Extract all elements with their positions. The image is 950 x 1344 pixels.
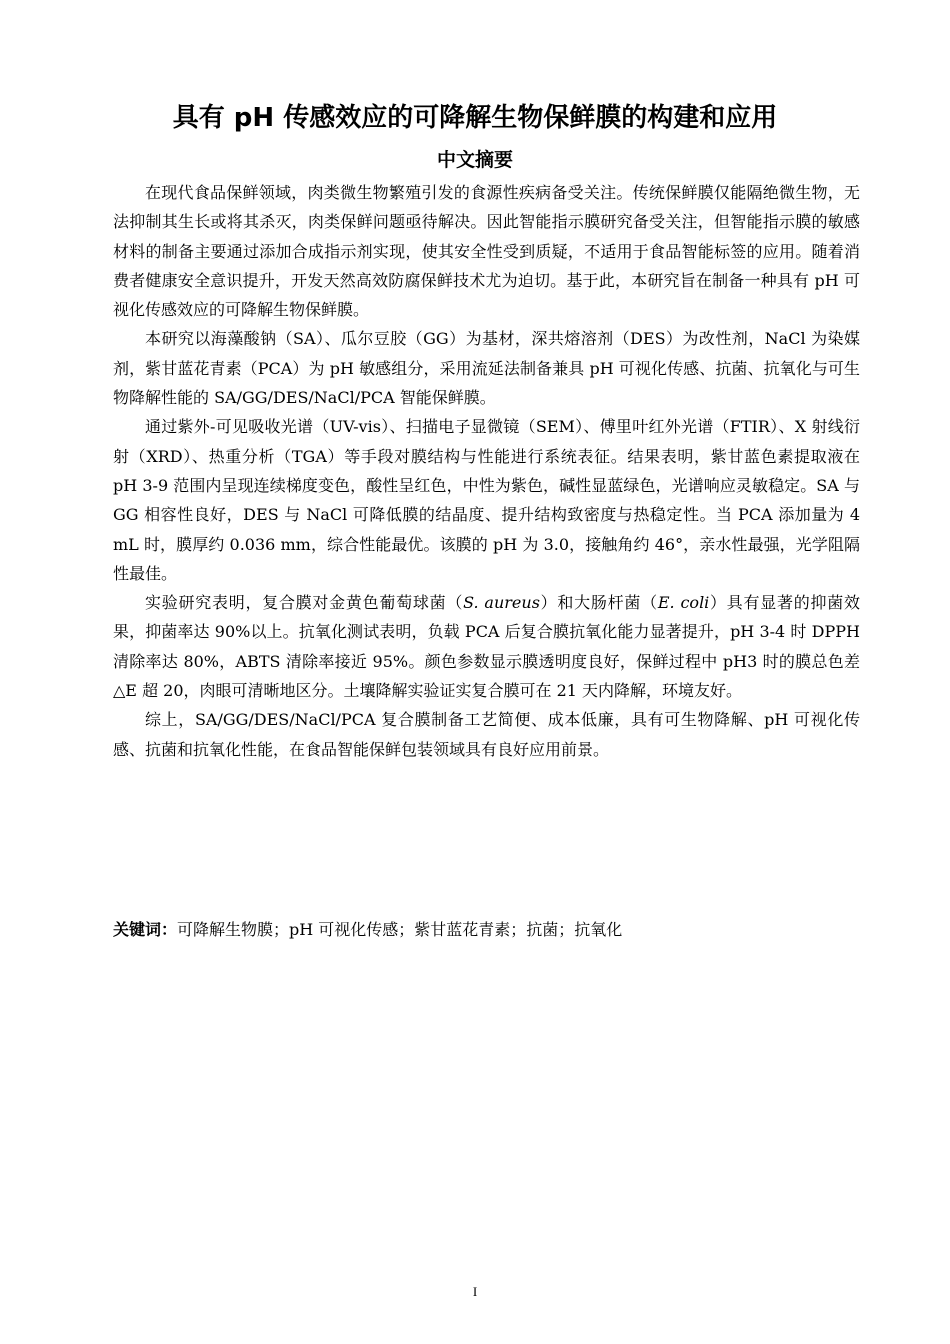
p4-text-2: ）和大肠杆菌（	[539, 593, 658, 613]
abstract-paragraph-1: 在现代食品保鲜领域，肉类微生物繁殖引发的食源性疾病备受关注。传统保鲜膜仅能隔绝微生物，无法抑制其生长或将其杀灭，肉类保鲜问题亟待解决。因此智能指示膜研究备受关注，但智能指示膜的敏感材料的制备主要通过添加合成指示剂实现，使其安全性受到质疑，不适用于食品智能标签的应用。随着消费者健康安全意识提升，开发天然高效防腐保鲜技术尤为迫切。基于此，本研究旨在制备一种具有 pH 可视化传感效应的可降解生物保鲜膜。	[113, 183, 860, 320]
page-number: I	[472, 1284, 478, 1299]
p4-species-e-coli: E. coli	[657, 593, 710, 613]
p4-species-s-aureus: S. aureus	[463, 593, 540, 613]
abstract-body	[113, 178, 860, 764]
abstract-heading: 中文摘要	[436, 149, 513, 171]
paper-title: 具有 pH 传感效应的可降解生物保鲜膜的构建和应用	[172, 103, 778, 133]
abstract-paragraph-2: 本研究以海藻酸钠（SA）、瓜尔豆胶（GG）为基材，深共熔溶剂（DES）为改性剂，NaCl 为染媒剂，紫甘蓝花青素（PCA）为 pH 敏感组分，采用流延法制备兼具 pH 可视化传感、抗菌、抗氧化与可生物降解性能的 SA/GG/DES/NaCl/PCA 智能保鲜膜。	[113, 329, 860, 408]
abstract-paragraph-5: 综上，SA/GG/DES/NaCl/PCA 复合膜制备工艺简便、成本低廉，具有可生物降解、pH 可视化传感、抗菌和抗氧化性能，在食品智能保鲜包装领域具有良好应用前景。	[113, 710, 860, 759]
abstract-paragraph-4	[113, 588, 860, 705]
abstract-paragraph-3: 通过紫外-可见吸收光谱（UV-vis）、扫描电子显微镜（SEM）、傅里叶红外光谱（FTIR）、X 射线衍射（XRD）、热重分析（TGA）等手段对膜结构与性能进行系统表征。结果表明，紫甘蓝色素提取液在 pH 3-9 范围内呈现连续梯度变色，酸性呈红色，中性为紫色，碱性显蓝绿色，光谱响应灵敏稳定。SA 与 GG 相容性良好，DES 与 NaCl 可降低膜的结晶度、提升结构致密度与热稳定性。当 PCA 添加量为 4 mL 时，膜厚约 0.036 mm，综合性能最优。该膜的 pH 为 3.0，接触角约 46°，亲水性最强，光学阻隔性最佳。	[113, 417, 860, 583]
keywords-line	[113, 915, 860, 944]
keywords-label: 关键词：	[113, 920, 178, 939]
p4-text-3: ）具有显著的抑菌效果，抑菌率达 90%以上。抗氧化测试表明，负载 PCA 后复合膜抗氧化能力显著提升，pH 3-4 时 DPPH 清除率达 80%，ABTS 清除率接近 95%。颜色参数显示膜透明度良好，保鲜过程中 pH3 时的膜总色差△E 超 20，肉眼可清晰地区分。土壤降解实验证实复合膜可在 21 天内降解，环境友好。	[113, 593, 860, 701]
p4-text-1: 实验研究表明，复合膜对金黄色葡萄球菌（	[145, 593, 464, 613]
keywords-text: 可降解生物膜；pH 可视化传感；紫甘蓝花青素；抗菌；抗氧化	[177, 920, 623, 939]
